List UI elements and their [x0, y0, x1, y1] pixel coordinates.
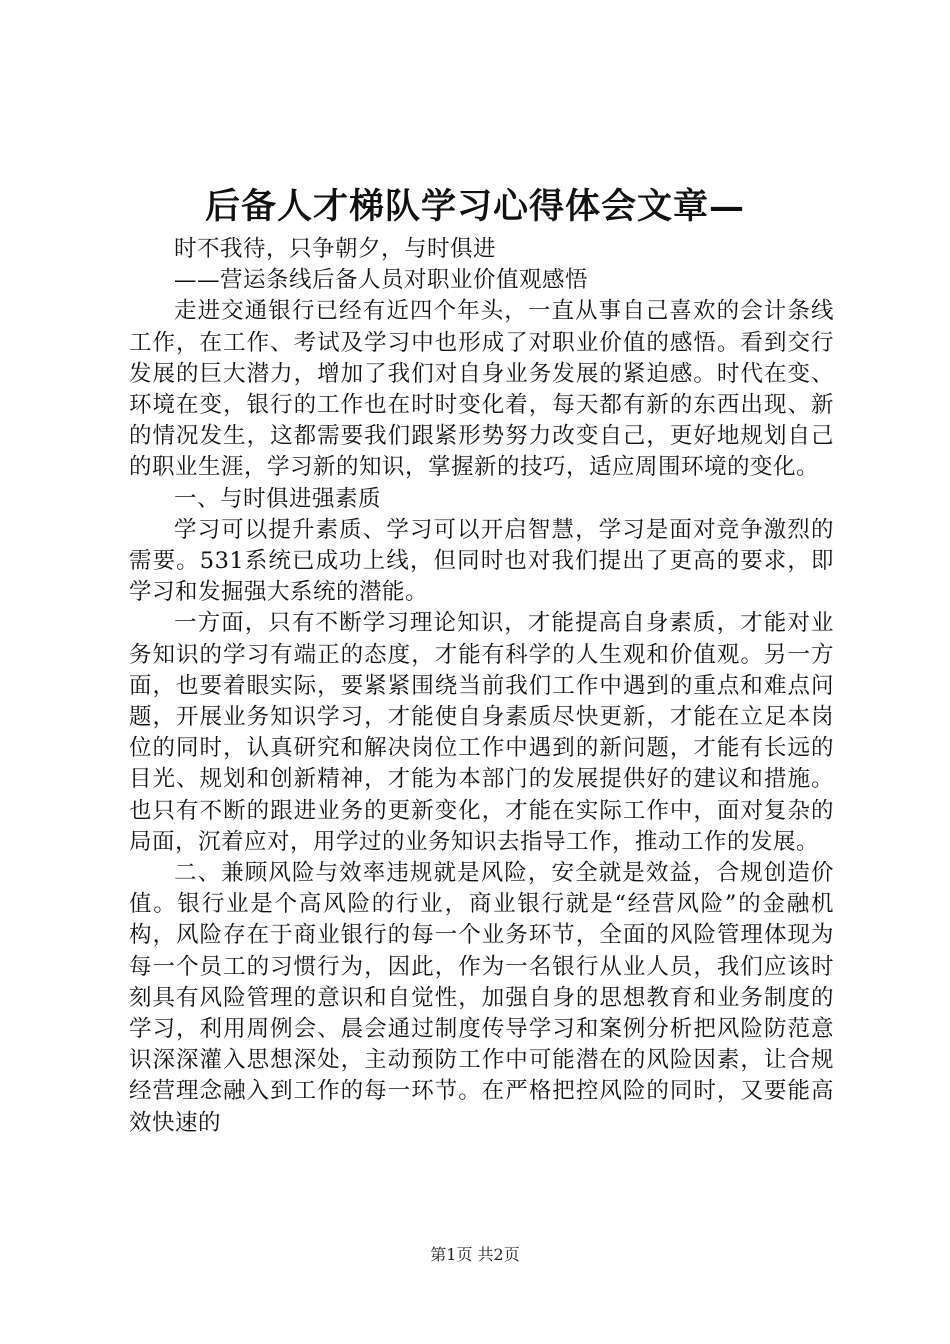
document-body — [129, 234, 834, 1139]
paragraph-section2: 二、兼顾风险与效率违规就是风险，安全就是效益，合规创造价值。银行业是个高风险的行业，商业银行就是“经营风险”的金融机构，风险存在于商业银行的每一个业务环节，全面的风险管理体现为每一个员工的习惯行为，因此，作为一名银行从业人员，我们应该时刻具有风险管理的意识和自觉性，加强自身的思想教育和业务制度的学习，利用周例会、晨会通过制度传导学习和案例分析把风险防范意识深深灌入思想深处，主动预防工作中可能潜在的风险因素，让合规经营理念融入到工作的每一环节。在严格把控风险的同时，又要能高效快速的 — [129, 860, 834, 1136]
page-number-footer: 第1页 共2页 — [430, 1245, 520, 1264]
paragraph-section1-a: 学习可以提升素质、学习可以开启智慧，学习是面对竞争激烈的需要。531系统已成功上线，但同时也对我们提出了更高的要求，即学习和发掘强大系统的潜能。 — [129, 516, 834, 606]
document-title: 后备人才梯队学习心得体会文章— — [204, 186, 745, 227]
paragraph-subtitle: 时不我待，只争朝夕，与时俱进 — [174, 236, 497, 262]
paragraph-intro: 走进交通银行已经有近四个年头，一直从事自己喜欢的会计条线工作，在工作、考试及学习中也形成了对职业价值的感悟。看到交行发展的巨大潜力，增加了我们对自身业务发展的紧迫感。时代在变、环境在变，银行的工作也在时时变化着，每天都有新的东西出现、新的情况发生，这都需要我们跟紧形势努力改变自己，更好地规划自己的职业生涯，学习新的知识，掌握新的技巧，适应周围环境的变化。 — [129, 298, 834, 481]
section-heading-1: 一、与时俱进强素质 — [174, 485, 382, 512]
paragraph-subtitle-line2: ——营运条线后备人员对职业价值观感悟 — [174, 267, 589, 294]
paragraph-section1-b: 一方面，只有不断学习理论知识，才能提高自身素质，才能对业务知识的学习有端正的态度，才能有科学的人生观和价值观。另一方面，也要着眼实际，要紧紧围绕当前我们工作中遇到的重点和难点问题，开展业务知识学习，才能使自身素质尽快更新，才能在立足本岗位的同时，认真研究和解决岗位工作中遇到的新问题，才能有长远的目光、规划和创新精神，才能为本部门的发展提供好的建议和措施。也只有不断的跟进业务的更新变化，才能在实际工作中，面对复杂的局面，沉着应对，用学过的业务知识去指导工作，推动工作的发展。 — [129, 610, 834, 855]
